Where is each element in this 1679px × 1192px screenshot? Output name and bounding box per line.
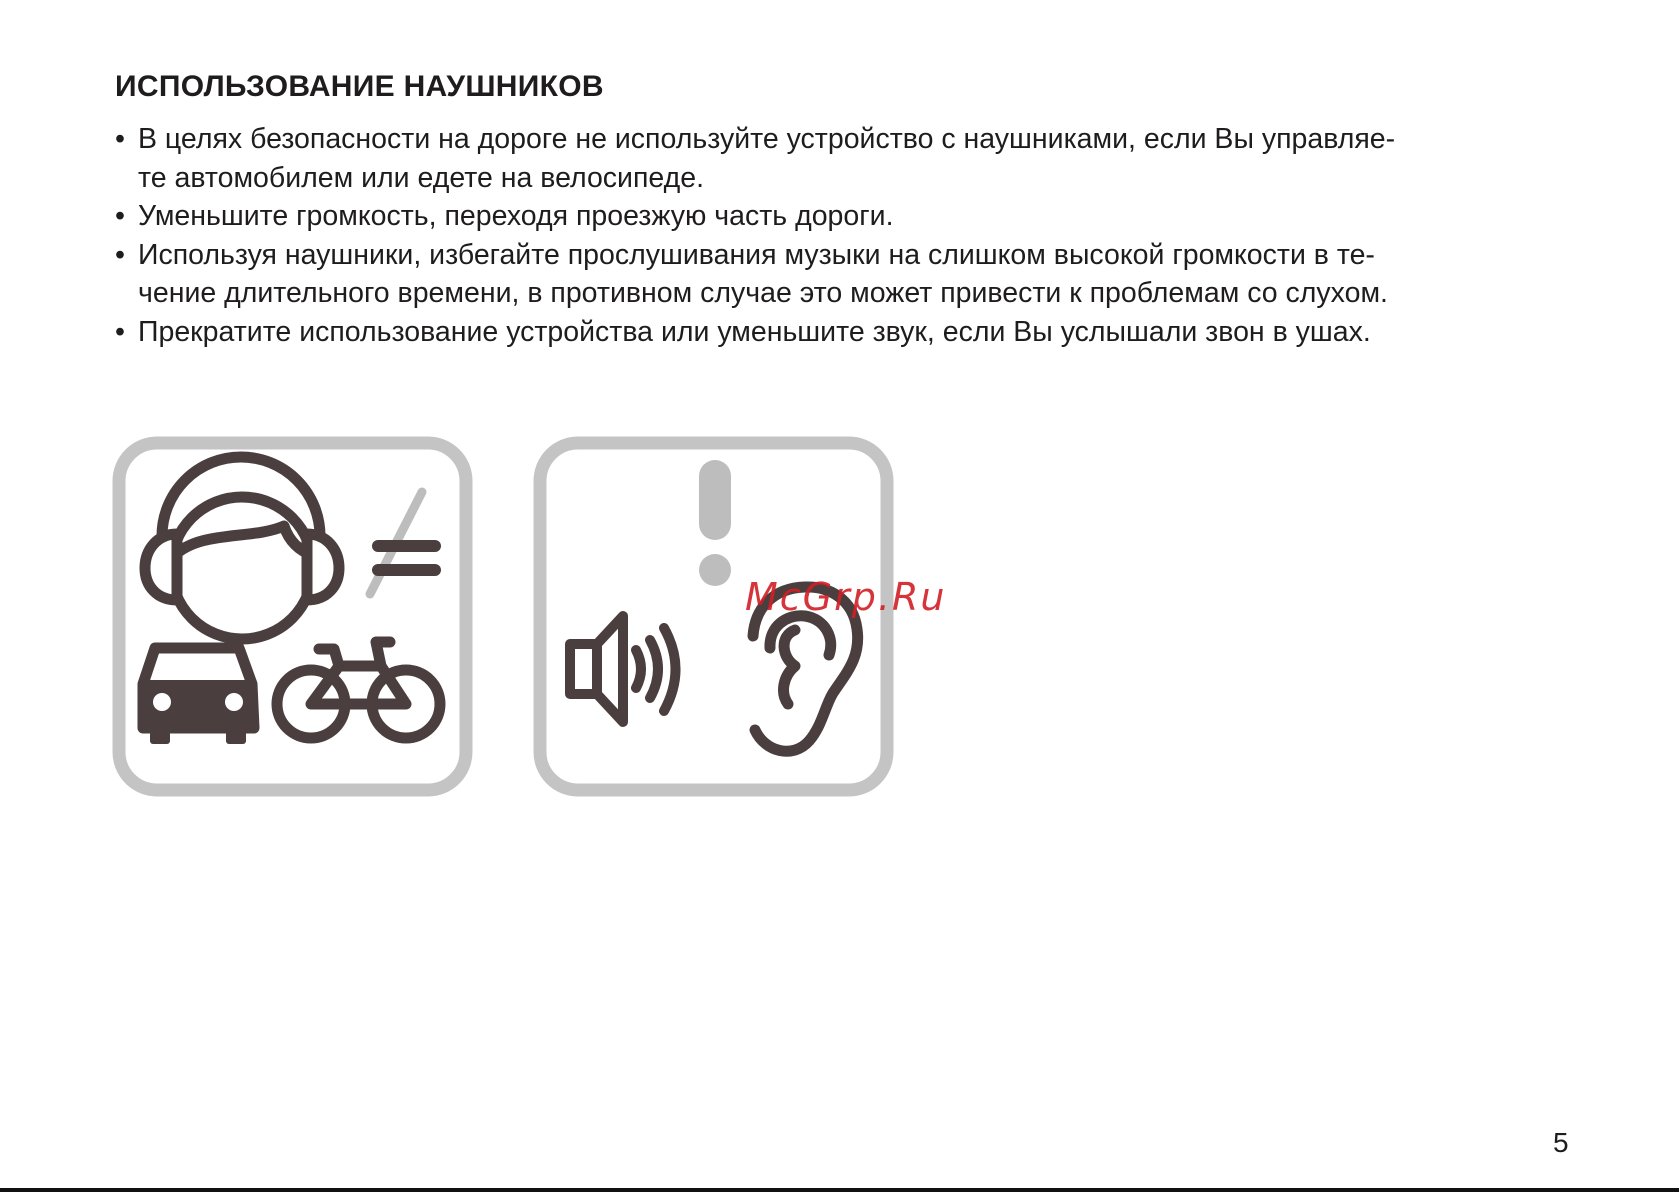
bullet-marker: • bbox=[115, 238, 125, 271]
bullet-text-line: те автомобилем или едете на велосипеде. bbox=[138, 161, 705, 194]
bullet-text-line: Прекратите использование устройства или уменьшите звук, если Вы услышали звон в ушах. bbox=[138, 315, 1371, 348]
bullet-text-line: Используя наушники, избегайте прослушивания музыки на слишком высокой громкости в те- bbox=[138, 238, 1375, 271]
bottom-divider bbox=[0, 1188, 1679, 1192]
bullet-marker: • bbox=[115, 200, 125, 232]
bullet-text-line: В целях безопасности на дороге не используйте устройство с наушниками, если Вы управляе- bbox=[138, 123, 1396, 155]
safety-bullet-list bbox=[112, 120, 1582, 351]
bullet-item bbox=[112, 197, 1582, 236]
bullet-marker: • bbox=[115, 123, 125, 155]
bullet-item bbox=[112, 120, 1582, 197]
bullet-item bbox=[112, 236, 1582, 313]
exclamation-icon bbox=[699, 460, 731, 586]
watermark: McGrp.Ru bbox=[745, 575, 947, 619]
section-title: ИСПОЛЬЗОВАНИЕ НАУШНИКОВ bbox=[115, 70, 604, 103]
no-headphones-while-driving-illustration bbox=[112, 436, 473, 797]
bullet-marker: • bbox=[115, 315, 125, 348]
bullet-item bbox=[112, 313, 1582, 352]
page-number: 5 bbox=[1553, 1127, 1569, 1158]
bullet-text-line: Уменьшите громкость, переходя проезжую часть дороги. bbox=[138, 200, 894, 232]
bullet-text-line: чение длительного времени, в противном случае это может привести к проблемам со слухом. bbox=[138, 277, 1388, 309]
